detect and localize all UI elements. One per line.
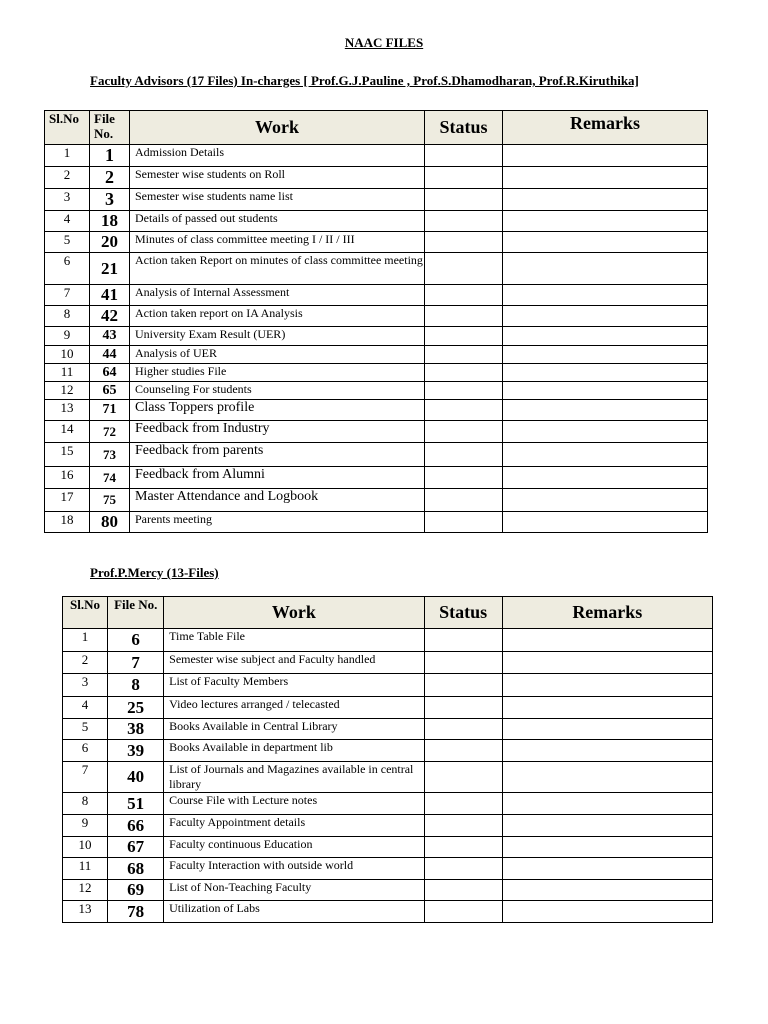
mercy-files-table — [62, 596, 713, 923]
status-cell — [425, 512, 503, 533]
file-no-cell: 67 — [108, 837, 164, 858]
col-header-status: Status — [424, 597, 502, 629]
file-no-cell: 40 — [108, 762, 164, 793]
sl-cell: 5 — [45, 232, 90, 253]
sl-cell: 3 — [45, 189, 90, 211]
remarks-cell — [503, 211, 708, 232]
status-cell — [425, 145, 503, 167]
work-cell: Books Available in department lib — [164, 740, 424, 762]
status-cell — [425, 306, 503, 327]
work-cell: Time Table File — [164, 629, 424, 652]
status-cell — [425, 167, 503, 189]
sl-cell: 11 — [63, 858, 108, 880]
work-cell: Master Attendance and Logbook — [130, 489, 425, 512]
remarks-cell — [502, 901, 712, 923]
remarks-cell — [503, 400, 708, 421]
status-cell — [424, 901, 502, 923]
table-row — [63, 697, 713, 719]
table-row — [45, 306, 708, 327]
remarks-cell — [503, 512, 708, 533]
status-cell — [424, 793, 502, 815]
file-no-cell: 41 — [90, 285, 130, 306]
file-no-cell: 20 — [90, 232, 130, 253]
table-row — [63, 837, 713, 858]
remarks-cell — [502, 652, 712, 674]
table-header-row — [63, 597, 713, 629]
file-no-cell: 71 — [90, 400, 130, 421]
sl-cell: 12 — [63, 880, 108, 901]
sl-cell: 2 — [45, 167, 90, 189]
work-cell: Action taken report on IA Analysis — [130, 306, 425, 327]
file-no-cell: 7 — [108, 652, 164, 674]
status-cell — [425, 364, 503, 382]
file-no-cell: 44 — [90, 346, 130, 364]
section1-heading: Faculty Advisors (17 Files) In-charges [ Prof.G.J.Pauline , Prof.S.Dhamodharan, Prof.R.Kiruthika] — [90, 73, 639, 88]
status-cell — [425, 211, 503, 232]
faculty-advisors-table — [44, 110, 708, 533]
page-title: NAAC FILES — [344, 35, 424, 50]
file-no-cell: 3 — [90, 189, 130, 211]
table-row — [63, 629, 713, 652]
work-cell: Feedback from Alumni — [130, 467, 425, 489]
remarks-cell — [503, 467, 708, 489]
table-row — [45, 467, 708, 489]
status-cell — [424, 815, 502, 837]
status-cell — [424, 697, 502, 719]
sl-cell: 10 — [63, 837, 108, 858]
section2-heading: Prof.P.Mercy (13-Files) — [90, 565, 219, 580]
remarks-cell — [502, 674, 712, 697]
remarks-cell — [503, 232, 708, 253]
status-cell — [424, 740, 502, 762]
status-cell — [424, 719, 502, 740]
remarks-cell — [502, 740, 712, 762]
sl-cell: 8 — [63, 793, 108, 815]
work-cell: Analysis of Internal Assessment — [130, 285, 425, 306]
remarks-cell — [503, 364, 708, 382]
file-no-cell: 69 — [108, 880, 164, 901]
file-no-cell: 25 — [108, 697, 164, 719]
table-row — [63, 880, 713, 901]
remarks-cell — [503, 167, 708, 189]
work-cell: University Exam Result (UER) — [130, 327, 425, 346]
status-cell — [425, 443, 503, 467]
table-row — [63, 719, 713, 740]
table-row — [63, 674, 713, 697]
file-no-cell: 51 — [108, 793, 164, 815]
status-cell — [425, 346, 503, 364]
table-row — [45, 211, 708, 232]
file-no-cell: 65 — [90, 382, 130, 400]
file-no-cell: 73 — [90, 443, 130, 467]
table-row — [63, 815, 713, 837]
file-no-cell: 18 — [90, 211, 130, 232]
table-row — [45, 400, 708, 421]
work-cell: Semester wise students on Roll — [130, 167, 425, 189]
file-no-cell: 6 — [108, 629, 164, 652]
file-no-cell: 1 — [90, 145, 130, 167]
work-cell: Class Toppers profile — [130, 400, 425, 421]
work-cell: List of Non-Teaching Faculty — [164, 880, 424, 901]
remarks-cell — [503, 382, 708, 400]
sl-cell: 16 — [45, 467, 90, 489]
work-cell: Higher studies File — [130, 364, 425, 382]
sl-cell: 4 — [45, 211, 90, 232]
file-no-cell: 64 — [90, 364, 130, 382]
table-row — [45, 512, 708, 533]
status-cell — [424, 858, 502, 880]
table-row — [63, 652, 713, 674]
col-header-file: File No. — [90, 111, 130, 145]
file-no-cell: 72 — [90, 421, 130, 443]
remarks-cell — [502, 858, 712, 880]
sl-cell: 17 — [45, 489, 90, 512]
status-cell — [424, 674, 502, 697]
remarks-cell — [503, 443, 708, 467]
work-cell: Parents meeting — [130, 512, 425, 533]
work-cell: List of Faculty Members — [164, 674, 424, 697]
file-no-cell: 39 — [108, 740, 164, 762]
status-cell — [425, 467, 503, 489]
status-cell — [425, 400, 503, 421]
sl-cell: 6 — [63, 740, 108, 762]
table-row — [45, 364, 708, 382]
remarks-cell — [502, 697, 712, 719]
remarks-cell — [503, 306, 708, 327]
sl-cell: 5 — [63, 719, 108, 740]
col-header-work: Work — [164, 597, 424, 629]
table-row — [45, 421, 708, 443]
file-no-cell: 80 — [90, 512, 130, 533]
status-cell — [425, 285, 503, 306]
remarks-cell — [503, 346, 708, 364]
table-row — [45, 285, 708, 306]
file-no-cell: 68 — [108, 858, 164, 880]
work-cell: Feedback from parents — [130, 443, 425, 467]
file-no-cell: 2 — [90, 167, 130, 189]
file-no-cell: 8 — [108, 674, 164, 697]
table-row — [45, 443, 708, 467]
table-row — [45, 232, 708, 253]
sl-cell: 9 — [45, 327, 90, 346]
col-header-remarks: Remarks — [502, 597, 712, 629]
work-cell: Minutes of class committee meeting I / II / III — [130, 232, 425, 253]
table-row — [63, 762, 713, 793]
file-no-cell: 21 — [90, 253, 130, 285]
remarks-cell — [503, 327, 708, 346]
remarks-cell — [503, 489, 708, 512]
status-cell — [424, 880, 502, 901]
status-cell — [425, 253, 503, 285]
remarks-cell — [502, 880, 712, 901]
table-row — [63, 901, 713, 923]
sl-cell: 11 — [45, 364, 90, 382]
work-cell: Books Available in Central Library — [164, 719, 424, 740]
status-cell — [424, 629, 502, 652]
table-row — [45, 382, 708, 400]
work-cell: Semester wise students name list — [130, 189, 425, 211]
table-row — [63, 740, 713, 762]
sl-cell: 13 — [63, 901, 108, 923]
col-header-sl: Sl.No — [63, 597, 108, 629]
work-cell: Admission Details — [130, 145, 425, 167]
table-header-row — [45, 111, 708, 145]
table-row — [63, 858, 713, 880]
remarks-cell — [503, 145, 708, 167]
file-no-cell: 78 — [108, 901, 164, 923]
sl-cell: 15 — [45, 443, 90, 467]
work-cell: Details of passed out students — [130, 211, 425, 232]
work-cell: Video lectures arranged / telecasted — [164, 697, 424, 719]
status-cell — [425, 189, 503, 211]
remarks-cell — [502, 815, 712, 837]
status-cell — [424, 762, 502, 793]
work-cell: Counseling For students — [130, 382, 425, 400]
sl-cell: 13 — [45, 400, 90, 421]
work-cell: Semester wise subject and Faculty handled — [164, 652, 424, 674]
remarks-cell — [502, 719, 712, 740]
col-header-file: File No. — [108, 597, 164, 629]
table-row — [45, 346, 708, 364]
sl-cell: 9 — [63, 815, 108, 837]
sl-cell: 7 — [63, 762, 108, 793]
table-row — [45, 145, 708, 167]
status-cell — [425, 327, 503, 346]
remarks-cell — [502, 837, 712, 858]
work-cell: Faculty Appointment details — [164, 815, 424, 837]
remarks-cell — [503, 253, 708, 285]
sl-cell: 4 — [63, 697, 108, 719]
remarks-cell — [503, 421, 708, 443]
file-no-cell: 66 — [108, 815, 164, 837]
sl-cell: 1 — [63, 629, 108, 652]
remarks-cell — [503, 189, 708, 211]
work-cell: Action taken Report on minutes of class committee meeting — [130, 253, 425, 285]
status-cell — [425, 421, 503, 443]
table-row — [45, 189, 708, 211]
file-no-cell: 42 — [90, 306, 130, 327]
col-header-remarks: Remarks — [503, 111, 708, 145]
sl-cell: 7 — [45, 285, 90, 306]
remarks-cell — [502, 793, 712, 815]
table-row — [45, 167, 708, 189]
remarks-cell — [502, 629, 712, 652]
col-header-sl: Sl.No — [45, 111, 90, 145]
sl-cell: 1 — [45, 145, 90, 167]
sl-cell: 10 — [45, 346, 90, 364]
remarks-cell — [502, 762, 712, 793]
work-cell: Feedback from Industry — [130, 421, 425, 443]
col-header-work: Work — [130, 111, 425, 145]
file-no-cell: 43 — [90, 327, 130, 346]
sl-cell: 3 — [63, 674, 108, 697]
table-row — [45, 489, 708, 512]
work-cell: Analysis of UER — [130, 346, 425, 364]
remarks-cell — [503, 285, 708, 306]
work-cell: Faculty Interaction with outside world — [164, 858, 424, 880]
table-row — [45, 253, 708, 285]
table-row — [45, 327, 708, 346]
sl-cell: 18 — [45, 512, 90, 533]
status-cell — [424, 837, 502, 858]
work-cell: Course File with Lecture notes — [164, 793, 424, 815]
sl-cell: 2 — [63, 652, 108, 674]
sl-cell: 6 — [45, 253, 90, 285]
work-cell: List of Journals and Magazines available in central library — [164, 762, 424, 793]
status-cell — [425, 489, 503, 512]
col-header-status: Status — [425, 111, 503, 145]
status-cell — [425, 232, 503, 253]
file-no-cell: 74 — [90, 467, 130, 489]
sl-cell: 14 — [45, 421, 90, 443]
work-cell: Faculty continuous Education — [164, 837, 424, 858]
file-no-cell: 38 — [108, 719, 164, 740]
work-cell: Utilization of Labs — [164, 901, 424, 923]
sl-cell: 8 — [45, 306, 90, 327]
status-cell — [425, 382, 503, 400]
sl-cell: 12 — [45, 382, 90, 400]
table-row — [63, 793, 713, 815]
status-cell — [424, 652, 502, 674]
file-no-cell: 75 — [90, 489, 130, 512]
